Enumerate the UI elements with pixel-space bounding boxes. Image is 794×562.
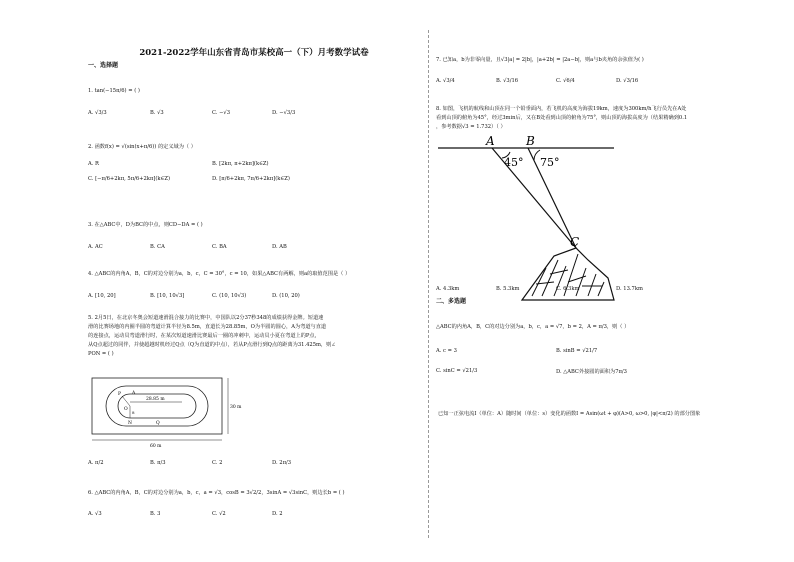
q2-option-d: D. [π/6+2kπ, 7π/6+2kπ](k∈Z) xyxy=(212,176,290,182)
q5-option-b: B. π/3 xyxy=(150,460,166,466)
q8-option-b: B. 5.3km xyxy=(496,286,520,292)
op-line xyxy=(122,396,130,406)
q3-option-c: C. BA xyxy=(212,244,227,250)
outer-track xyxy=(106,386,208,426)
q2-option-c: C. [−π/6+2kπ, 5π/6+2kπ](k∈Z) xyxy=(88,176,171,182)
q3-option-a: A. AC xyxy=(88,244,103,250)
q1-option-d: D. −√3/3 xyxy=(272,110,296,116)
width-label: 60 m xyxy=(150,444,162,449)
track-figure xyxy=(88,372,242,450)
question-5-line-2: 滑的比赛场地的内圈半圆的弯道计算半径为8.5m，直道长为28.85m，O为半圆的圆心，A为弯道与直道 xyxy=(88,324,327,330)
q1-option-a: A. √3/3 xyxy=(88,110,107,116)
question-3-stem: 3. 在△ABC中，D为BC的中点，则CD−DA = ( ) xyxy=(88,222,203,228)
q6-option-d: D. 2 xyxy=(272,511,283,517)
q2-option-a: A. R xyxy=(88,161,99,167)
label-a: A xyxy=(132,391,136,396)
q3-option-b: B. CA xyxy=(150,244,165,250)
q7-option-a: A. √3/4 xyxy=(436,78,455,84)
label-o: O xyxy=(124,407,128,412)
question-5-line-1: 5. 2月5日，在北京冬奥会短道速滑混合接力的比赛中，中国队以2分37秒348的成绩获得金牌。短道速 xyxy=(88,315,324,321)
angle-a-label: 45° xyxy=(504,156,524,169)
q9-option-a: A. c = 3 xyxy=(436,348,457,354)
column-divider xyxy=(428,30,429,538)
q8-option-d: D. 13.7km xyxy=(616,286,643,292)
question-5-line-3: 的连接点，运动员弯道滑行时，在某次短道速滑比赛最后一圈的冲刺中，运动员小夏在弯道上的P点， xyxy=(88,333,320,339)
question-5-line-5: PON = ( ) xyxy=(88,351,114,357)
question-1-stem: 1. tan(−15π/6) = ( ) xyxy=(88,88,140,94)
q8-option-a: A. 4.3km xyxy=(436,286,460,292)
q4-option-c: C. (10, 10√3) xyxy=(212,293,247,299)
q6-option-b: B. 3 xyxy=(150,511,161,517)
radius-label: 8 xyxy=(132,410,135,415)
section-heading-choice: 一、选择题 xyxy=(88,62,119,69)
q3-option-d: D. AB xyxy=(272,244,287,250)
q9-option-d: D. △ABC外接圆的面积为7π/3 xyxy=(556,369,627,375)
question-7-stem: 7. 已知a，b为非零向量，且√3|a| = 2|b|，|a+2b| = |2a−b|，则a与b夹角的余弦值为( ) xyxy=(436,57,644,63)
exam-title: 2021-2022学年山东省青岛市某校高一（下）月考数学试卷 xyxy=(139,48,369,58)
question-8-line-3: ，参考数据√3 = 1.732）（ ） xyxy=(436,124,506,130)
mountain-figure xyxy=(436,136,616,282)
label-p: P xyxy=(118,392,122,397)
point-b-label: B xyxy=(526,134,535,148)
q4-option-b: B. [10, 10√3] xyxy=(150,293,185,299)
question-4-stem: 4. △ABC的内角A，B，C的对边分别为a，b，c，C = 30°，c = 10，如果△ABC有两解，则a的取值范围是（ ） xyxy=(88,271,351,277)
q5-option-d: D. 2π/3 xyxy=(272,460,292,466)
question-5-line-4: 从Q点超过的同伴，并使超越时机经过Q点（Q为直道的中点），若从P点滑行到Q点的距离为31.425m，则∠ xyxy=(88,342,336,348)
straight-label: 28.85 m xyxy=(146,397,165,402)
q5-option-c: C. 2 xyxy=(212,460,223,466)
question-2-stem: 2. 函数f(x) = √(sin(x+π/6)) 的定义域为（ ） xyxy=(88,144,196,150)
q7-option-b: B. √3/16 xyxy=(496,78,519,84)
q2-option-b: B. [2kπ, π+2kπ](k∈Z) xyxy=(212,161,269,167)
q9-option-b: B. sinB = √21/7 xyxy=(556,348,598,354)
q7-option-c: C. √6/4 xyxy=(556,78,575,84)
question-9-stem: △ABC的内角A，B，C的对边分别为a，b，c，a = √7，b = 2，A = π/3，则（ ） xyxy=(436,324,630,330)
height-label: 30 m xyxy=(230,405,242,410)
q6-option-c: C. √2 xyxy=(212,511,226,517)
question-8-line-2: 看到山顶的俯角为45°，经过3min后，又在B处看到山顶的俯角为75°，则山顶的海拔高度为（结果精确到0.1 xyxy=(436,115,688,121)
q9-option-c: C. sinC = √21/3 xyxy=(436,368,478,374)
q4-option-d: D. (10, 20) xyxy=(272,293,300,299)
q1-option-b: B. √3 xyxy=(150,110,164,116)
section-heading-multi: 二、多选题 xyxy=(436,298,467,305)
q5-option-a: A. π/2 xyxy=(88,460,104,466)
angle-b-label: 75° xyxy=(540,156,560,169)
q8-option-c: C. 6.3km xyxy=(556,286,580,292)
label-q: Q xyxy=(156,421,160,426)
question-8-line-1: 8. 如图，飞机的航线和山顶在同一个铅垂面内，若飞机的高度为海拔19km，速度为300km/h飞行员先在A处 xyxy=(436,106,687,112)
q4-option-a: A. [10, 20] xyxy=(88,293,116,299)
q7-option-d: D. √3/16 xyxy=(616,78,639,84)
label-n: N xyxy=(128,421,132,426)
question-10-stem: 已知一正弦电流I（单位：A）随时间（单位：s）变化的函数I = Asin(ωt + φ)(A>0, ω>0, |φ|<π/2) 的部分图象 xyxy=(438,411,701,417)
point-a-label: A xyxy=(486,134,495,148)
point-c-label: C xyxy=(570,235,580,249)
question-6-stem: 6. △ABC的内角A，B，C的对边分别为a，b，c，a = √3，cosB = 3√2/2，3sinA = √3sinC，则边长b = ( ) xyxy=(88,490,345,496)
q1-option-c: C. −√3 xyxy=(212,110,231,116)
q6-option-a: A. √3 xyxy=(88,511,102,517)
mountain-outline xyxy=(522,248,614,300)
